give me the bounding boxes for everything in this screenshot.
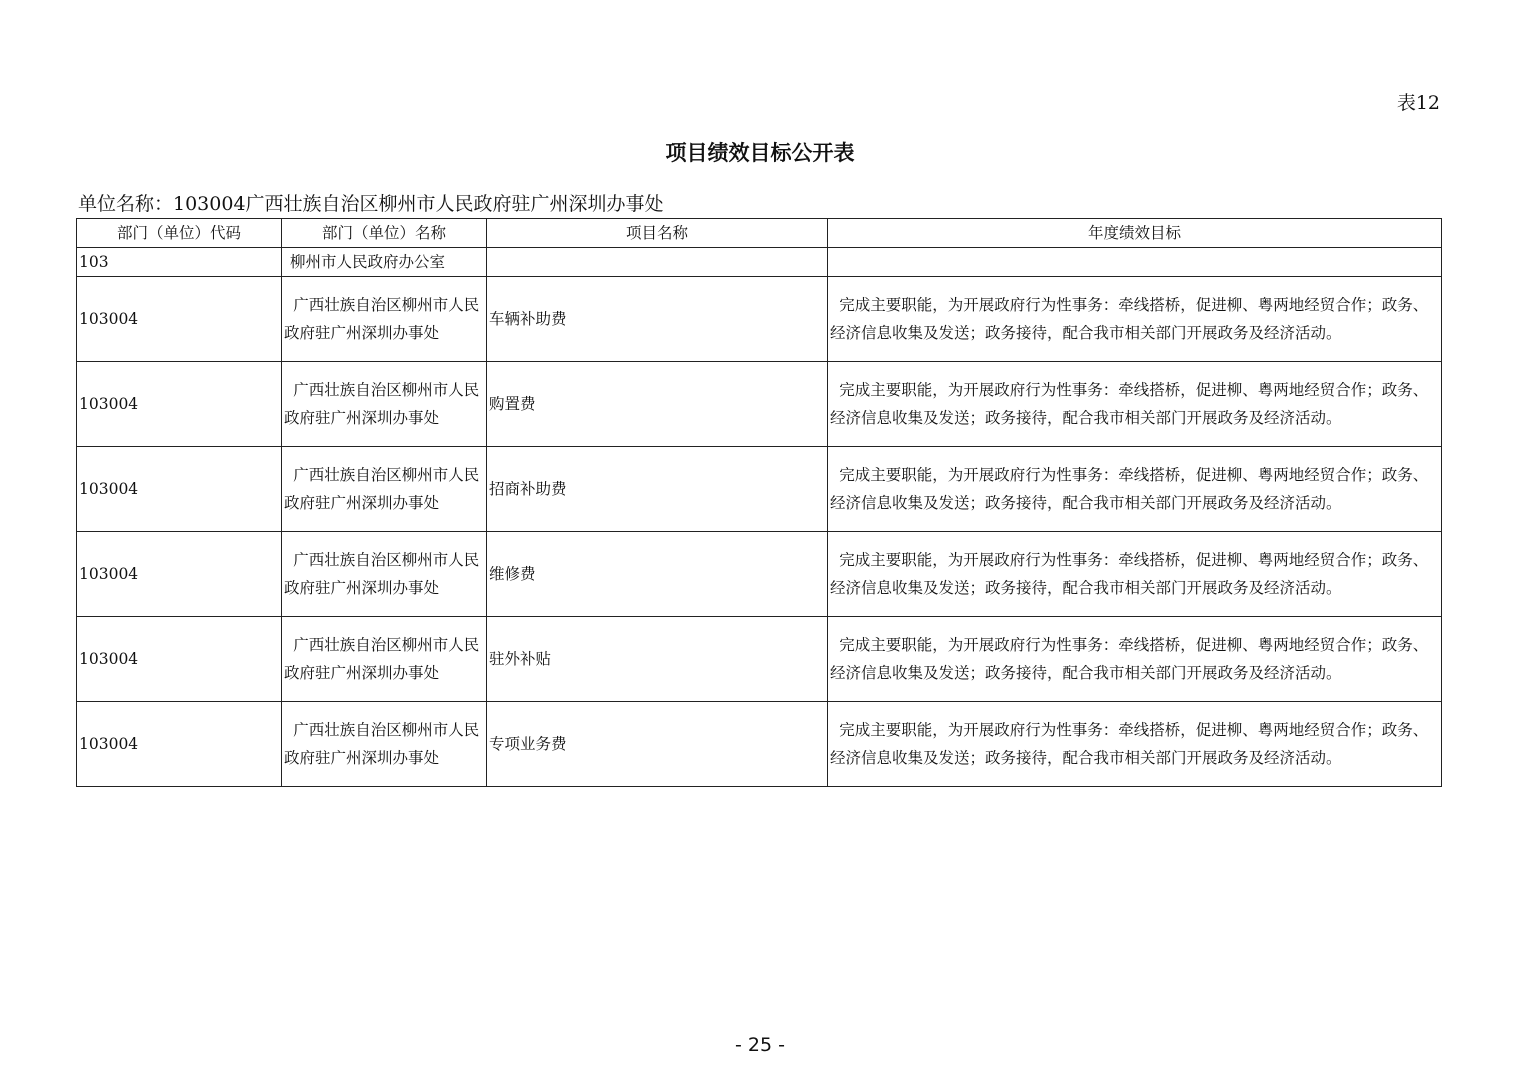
- cell-dept-name: 广西壮族自治区柳州市人民政府驻广州深圳办事处: [282, 447, 487, 532]
- cell-goal: 完成主要职能，为开展政府行为性事务：牵线搭桥，促进柳、粤两地经贸合作；政务、经济信息收集及发送；政务接待，配合我市相关部门开展政务及经济活动。: [828, 532, 1442, 617]
- header-dept-name: 部门（单位）名称: [282, 219, 487, 248]
- cell-goal: 完成主要职能，为开展政府行为性事务：牵线搭桥，促进柳、粤两地经贸合作；政务、经济信息收集及发送；政务接待，配合我市相关部门开展政务及经济活动。: [828, 702, 1442, 787]
- cell-code: 103004: [77, 532, 282, 617]
- cell-goal: 完成主要职能，为开展政府行为性事务：牵线搭桥，促进柳、粤两地经贸合作；政务、经济信息收集及发送；政务接待，配合我市相关部门开展政务及经济活动。: [828, 277, 1442, 362]
- cell-dept-name: 广西壮族自治区柳州市人民政府驻广州深圳办事处: [282, 277, 487, 362]
- cell-project: 车辆补助费: [487, 277, 828, 362]
- table-number: 表12: [1396, 92, 1440, 114]
- header-dept-code: 部门（单位）代码: [77, 219, 282, 248]
- cell-code: 103004: [77, 362, 282, 447]
- cell-project: 招商补助费: [487, 447, 828, 532]
- cell-code: 103004: [77, 447, 282, 532]
- cell-code: 103: [77, 248, 282, 277]
- cell-dept-name: 柳州市人民政府办公室: [282, 248, 487, 277]
- cell-goal: 完成主要职能，为开展政府行为性事务：牵线搭桥，促进柳、粤两地经贸合作；政务、经济信息收集及发送；政务接待，配合我市相关部门开展政务及经济活动。: [828, 447, 1442, 532]
- cell-dept-name: 广西壮族自治区柳州市人民政府驻广州深圳办事处: [282, 362, 487, 447]
- header-annual-goal: 年度绩效目标: [828, 219, 1442, 248]
- cell-project: 购置费: [487, 362, 828, 447]
- table-row: [77, 277, 1442, 362]
- table-row: [77, 447, 1442, 532]
- cell-code: 103004: [77, 277, 282, 362]
- cell-code: 103004: [77, 617, 282, 702]
- cell-project: 专项业务费: [487, 702, 828, 787]
- table-header-row: [77, 219, 1442, 248]
- table-row: [77, 248, 1442, 277]
- unit-name-line: 单位名称：103004广西壮族自治区柳州市人民政府驻广州深圳办事处: [78, 193, 664, 215]
- cell-dept-name: 广西壮族自治区柳州市人民政府驻广州深圳办事处: [282, 617, 487, 702]
- cell-goal: 完成主要职能，为开展政府行为性事务：牵线搭桥，促进柳、粤两地经贸合作；政务、经济信息收集及发送；政务接待，配合我市相关部门开展政务及经济活动。: [828, 362, 1442, 447]
- table-row: [77, 702, 1442, 787]
- cell-goal: [828, 248, 1442, 277]
- header-project-name: 项目名称: [487, 219, 828, 248]
- cell-code: 103004: [77, 702, 282, 787]
- cell-project: 维修费: [487, 532, 828, 617]
- cell-project: [487, 248, 828, 277]
- table-row: [77, 362, 1442, 447]
- page-title: 项目绩效目标公开表: [665, 141, 855, 165]
- cell-goal: 完成主要职能，为开展政府行为性事务：牵线搭桥，促进柳、粤两地经贸合作；政务、经济信息收集及发送；政务接待，配合我市相关部门开展政务及经济活动。: [828, 617, 1442, 702]
- cell-dept-name: 广西壮族自治区柳州市人民政府驻广州深圳办事处: [282, 702, 487, 787]
- cell-project: 驻外补贴: [487, 617, 828, 702]
- cell-dept-name: 广西壮族自治区柳州市人民政府驻广州深圳办事处: [282, 532, 487, 617]
- page-number: - 25 -: [735, 1034, 785, 1056]
- table-row: [77, 617, 1442, 702]
- performance-goals-table: [76, 218, 1442, 787]
- table-row: [77, 532, 1442, 617]
